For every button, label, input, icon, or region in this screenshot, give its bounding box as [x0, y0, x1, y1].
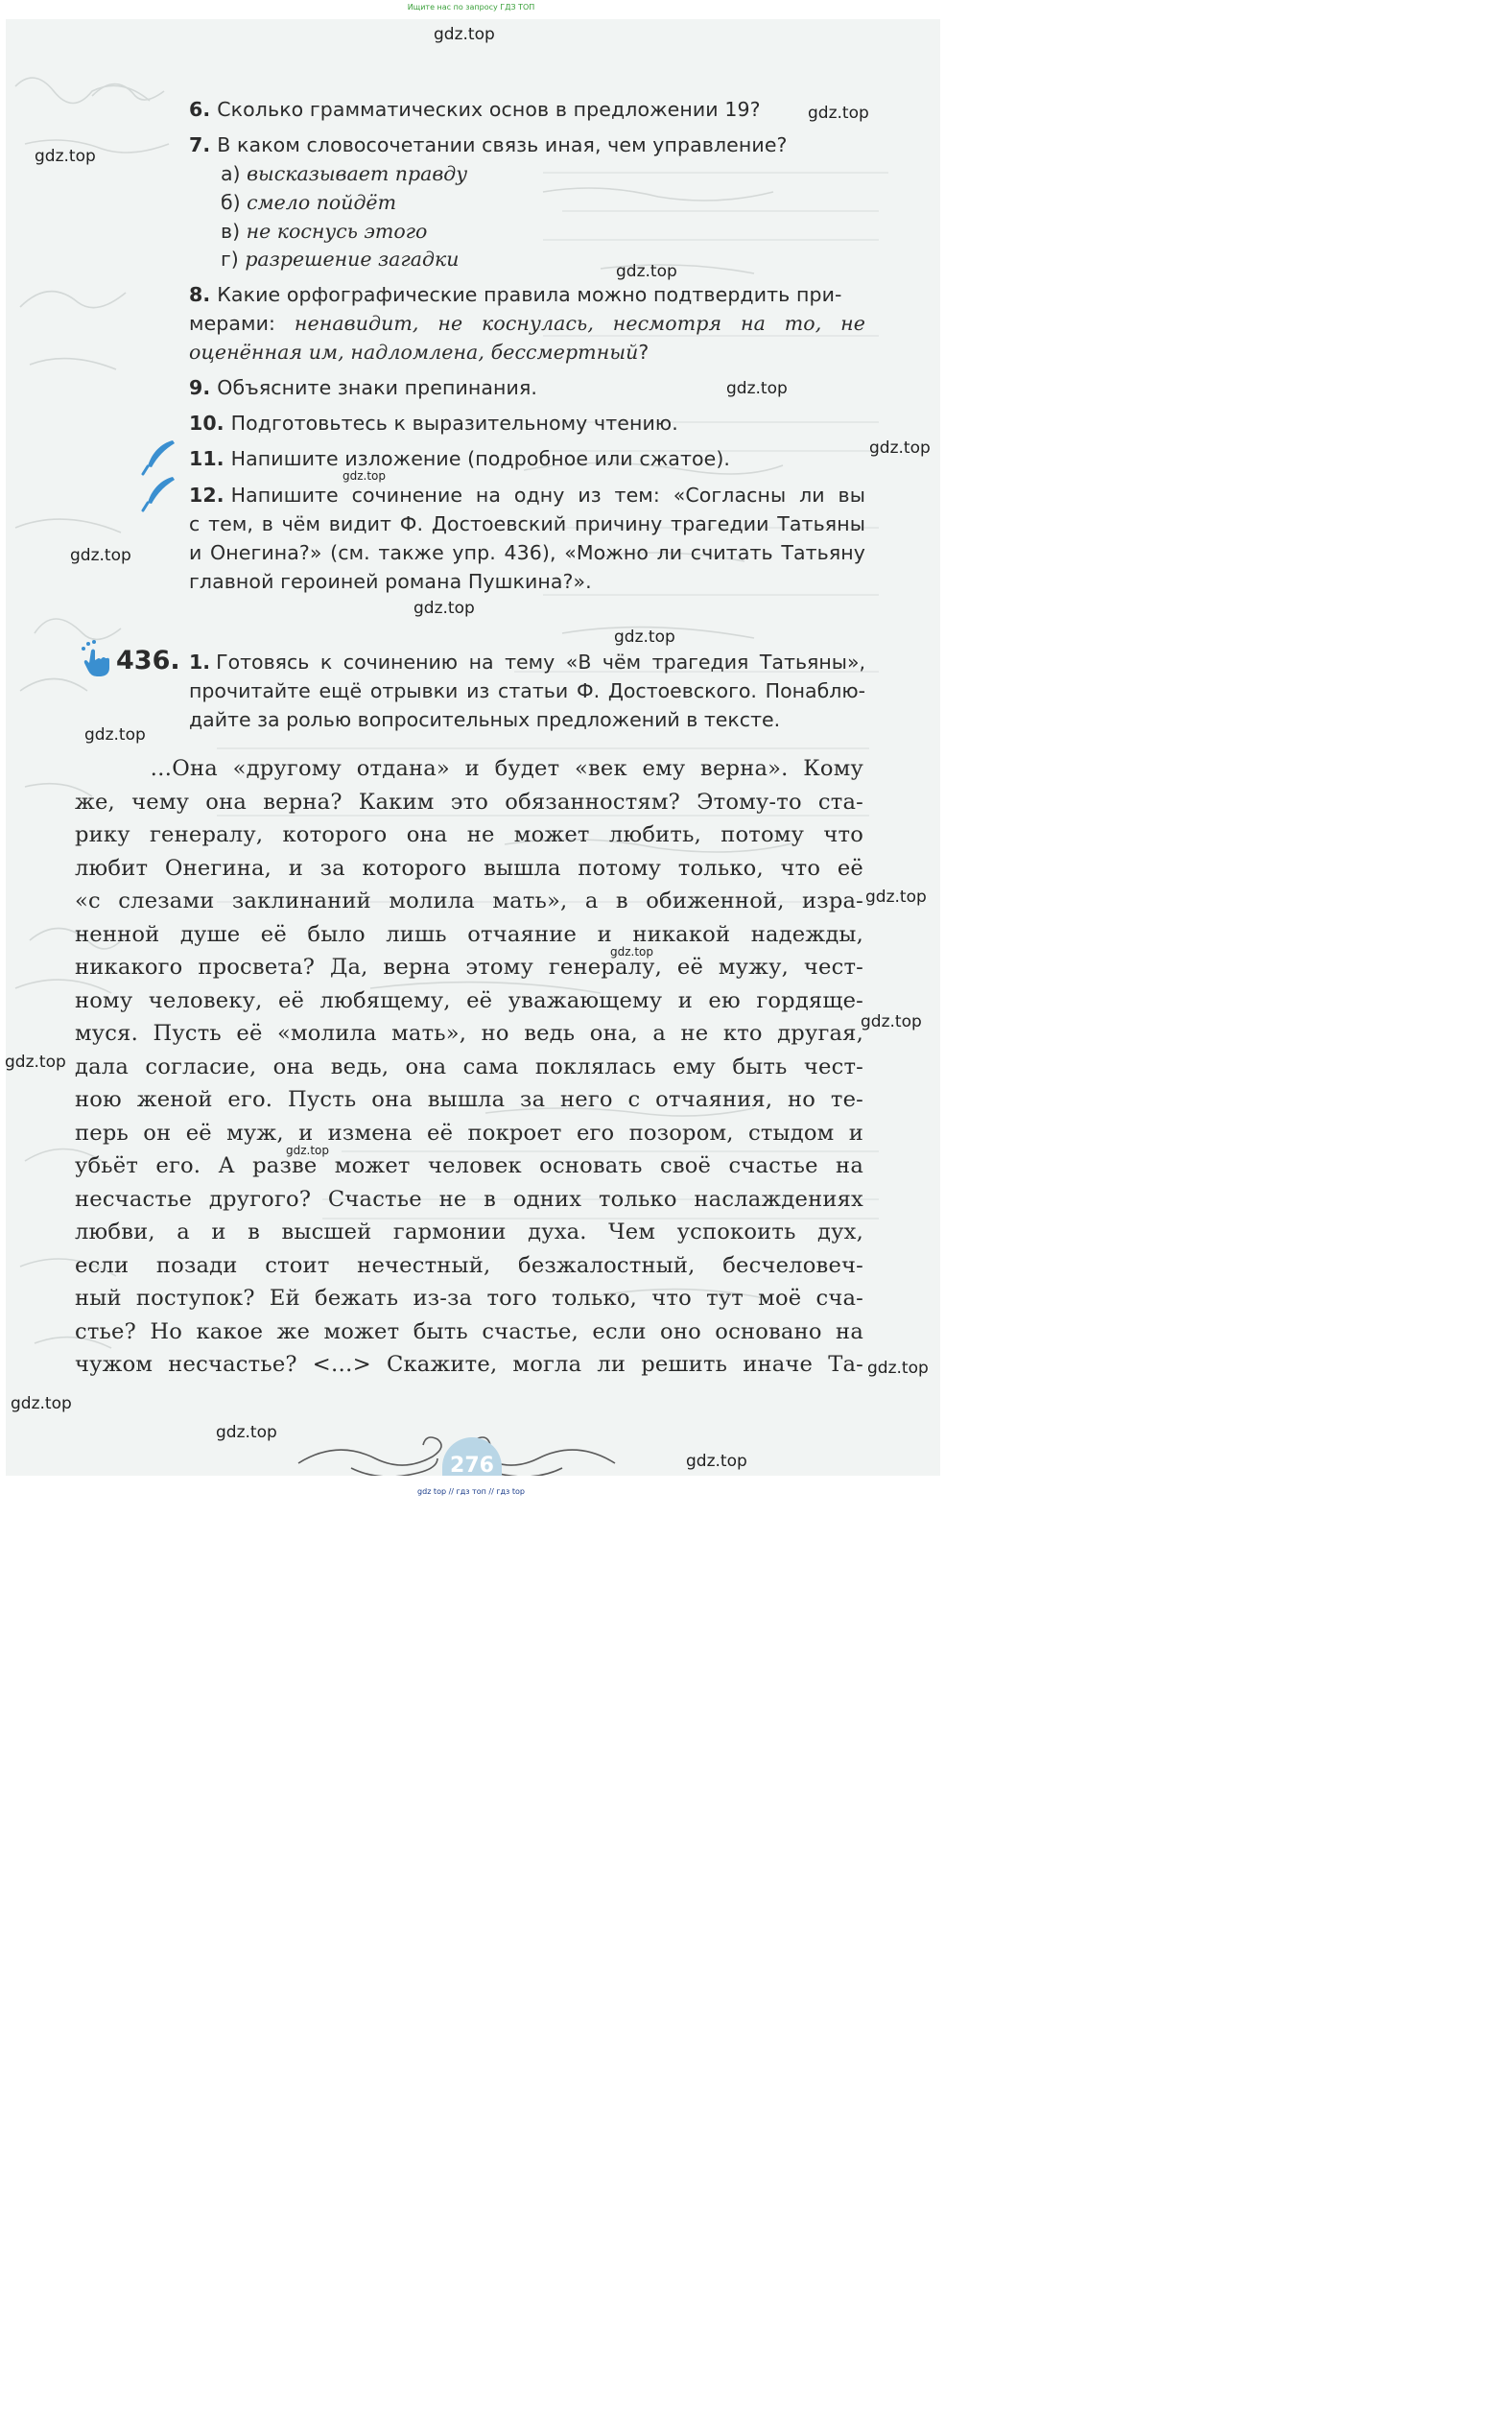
option-letter: а)	[221, 162, 241, 185]
option-a	[221, 159, 467, 188]
bottom-links[interactable]: gdz top // гдз топ // гдз top	[417, 1487, 525, 1496]
dostoevsky-excerpt	[75, 752, 863, 1382]
watermark: gdz.top	[869, 438, 931, 458]
page-number: 276	[442, 1437, 502, 1476]
prose-line: любви, а и в высшей гармонии духа. Чем успокоить дух,	[75, 1220, 863, 1244]
task-number: 10.	[189, 412, 224, 435]
task-number: 11.	[189, 447, 224, 470]
pen-feather-icon	[140, 474, 178, 512]
watermark: gdz.top	[84, 725, 146, 745]
watermark: gdz.top	[413, 599, 475, 618]
prose-line: же, чему она верна? Каким это обязанностям? Этому-то ста-	[75, 789, 863, 815]
task-text-line1: Напишите сочинение на одну из тем: «Согласны ли вы	[230, 484, 865, 507]
option-text: смело пойдёт	[247, 191, 397, 214]
task-text: Напишите изложение (подробное или сжатое).	[230, 447, 731, 470]
task-text-line3: и Онегина?» (см. также упр. 436), «Можно ли считать Татьяну	[189, 541, 865, 564]
task-text: Сколько грамматических основ в предложении 19?	[217, 98, 761, 121]
task-8	[189, 280, 865, 367]
watermark: gdz.top	[808, 104, 869, 123]
prose-line: несчастье другого? Счастье не в одних только наслаждениях	[75, 1186, 863, 1212]
prose-line: дала согласие, она ведь, она сама поклялась ему быть чест-	[75, 1054, 863, 1079]
watermark: gdz.top	[610, 945, 654, 959]
watermark: gdz.top	[343, 469, 387, 483]
watermark: gdz.top	[865, 888, 927, 907]
watermark: gdz.top	[861, 1012, 922, 1031]
watermark: gdz.top	[70, 546, 131, 565]
task-number: 6.	[189, 98, 211, 121]
task-11	[189, 444, 865, 473]
prose-line: убьёт его. А разве может человек основать своё счастье на	[75, 1153, 863, 1178]
hand-pointer-icon	[78, 639, 112, 677]
watermark: gdz.top	[5, 1053, 66, 1072]
prose-line: ною женой его. Пусть она вышла за него с отчаяния, но те-	[75, 1087, 863, 1112]
exercise-header	[78, 639, 180, 683]
top-banner[interactable]: Ищите нас по запросу ГДЗ ТОП	[407, 3, 535, 12]
task-number: 1.	[189, 651, 211, 674]
prose-line: муся. Пусть её «молила мать», но ведь она, а не кто другая,	[75, 1021, 863, 1046]
exercise-number: 436.	[116, 646, 180, 675]
task-end: ?	[638, 341, 650, 364]
task-text: В каком словосочетании связь иная, чем управление?	[217, 133, 788, 156]
task-text-line4: главной героиней романа Пушкина?».	[189, 570, 592, 593]
prose-line: стье? Но какое же может быть счастье, если оно основано на	[75, 1318, 863, 1344]
pen-feather-icon	[140, 438, 178, 476]
task-text: Подготовьтесь к выразительному чтению.	[230, 412, 678, 435]
watermark: gdz.top	[216, 1423, 277, 1442]
prose-line: любит Онегина, и за которого вышла потому только, что её	[75, 855, 863, 881]
prose-line: чужом несчастье? <…> Скажите, могла ли решить иначе Та-	[75, 1352, 863, 1377]
watermark: gdz.top	[434, 25, 495, 44]
watermark: gdz.top	[35, 147, 96, 166]
task-number: 7.	[189, 133, 211, 156]
watermark: gdz.top	[867, 1359, 929, 1378]
option-c	[221, 217, 427, 246]
option-text: разрешение загадки	[245, 248, 460, 271]
option-b	[221, 188, 396, 217]
prose-line: ненной душе её было лишь отчаяние и никакой надежды,	[75, 921, 863, 947]
option-letter: б)	[221, 191, 241, 214]
exercise-task	[189, 648, 865, 734]
prose-line: …Она «другому отдана» и будет «век ему верна». Кому	[75, 756, 863, 781]
task-number: 9.	[189, 376, 211, 399]
option-text: высказывает правду	[247, 162, 468, 185]
prose-line: ному человеку, её любящему, её уважающему и ею гордяще-	[75, 987, 863, 1013]
watermark: gdz.top	[726, 379, 788, 398]
task-text-line2: мерами:	[189, 312, 276, 335]
exercise-line2: прочитайте ещё отрывки из статьи Ф. Достоевского. Понаблю-	[189, 679, 865, 702]
task-text-line1: Какие орфографические правила можно подтвердить при-	[217, 283, 842, 306]
watermark: gdz.top	[614, 628, 675, 647]
prose-line: «с слезами заклинаний молила мать», а в обиженной, изра-	[75, 888, 863, 913]
exercise-line3: дайте за ролью вопросительных предложений в тексте.	[189, 708, 781, 731]
task-examples-line3: оценённая им, надломлена, бессмертный	[189, 341, 639, 364]
option-letter: г)	[221, 248, 239, 271]
prose-line: ный поступок? Ей бежать из-за того только, что тут моё сча-	[75, 1286, 863, 1311]
watermark: gdz.top	[286, 1144, 330, 1157]
exercise-line1: Готовясь к сочинению на тему «В чём трагедия Татьяны»,	[216, 651, 865, 674]
task-6	[189, 95, 865, 124]
watermark: gdz.top	[11, 1394, 72, 1413]
task-text: Объясните знаки препинания.	[217, 376, 538, 399]
task-number: 8.	[189, 283, 211, 306]
watermark: gdz.top	[686, 1452, 747, 1471]
task-examples-line2: ненавидит, не коснулась, несмотря на то, не	[294, 312, 865, 335]
task-text-line2: с тем, в чём видит Ф. Достоевский причину трагедии Татьяны	[189, 512, 865, 535]
prose-line: перь он её муж, и измена её покроет его позором, стыдом и	[75, 1120, 863, 1146]
task-12	[189, 481, 865, 596]
option-text: не коснусь этого	[246, 220, 428, 243]
option-d	[221, 245, 459, 273]
prose-line: рику генералу, которого она не может любить, потому что	[75, 822, 863, 847]
task-7	[189, 130, 865, 159]
prose-line: если позади стоит нечестный, безжалостный, бесчеловеч-	[75, 1252, 863, 1278]
option-letter: в)	[221, 220, 241, 243]
task-10	[189, 409, 865, 438]
prose-line: никакого просвета? Да, верна этому генералу, её мужу, чест-	[75, 955, 863, 980]
task-number: 12.	[189, 484, 224, 507]
watermark: gdz.top	[616, 262, 677, 281]
